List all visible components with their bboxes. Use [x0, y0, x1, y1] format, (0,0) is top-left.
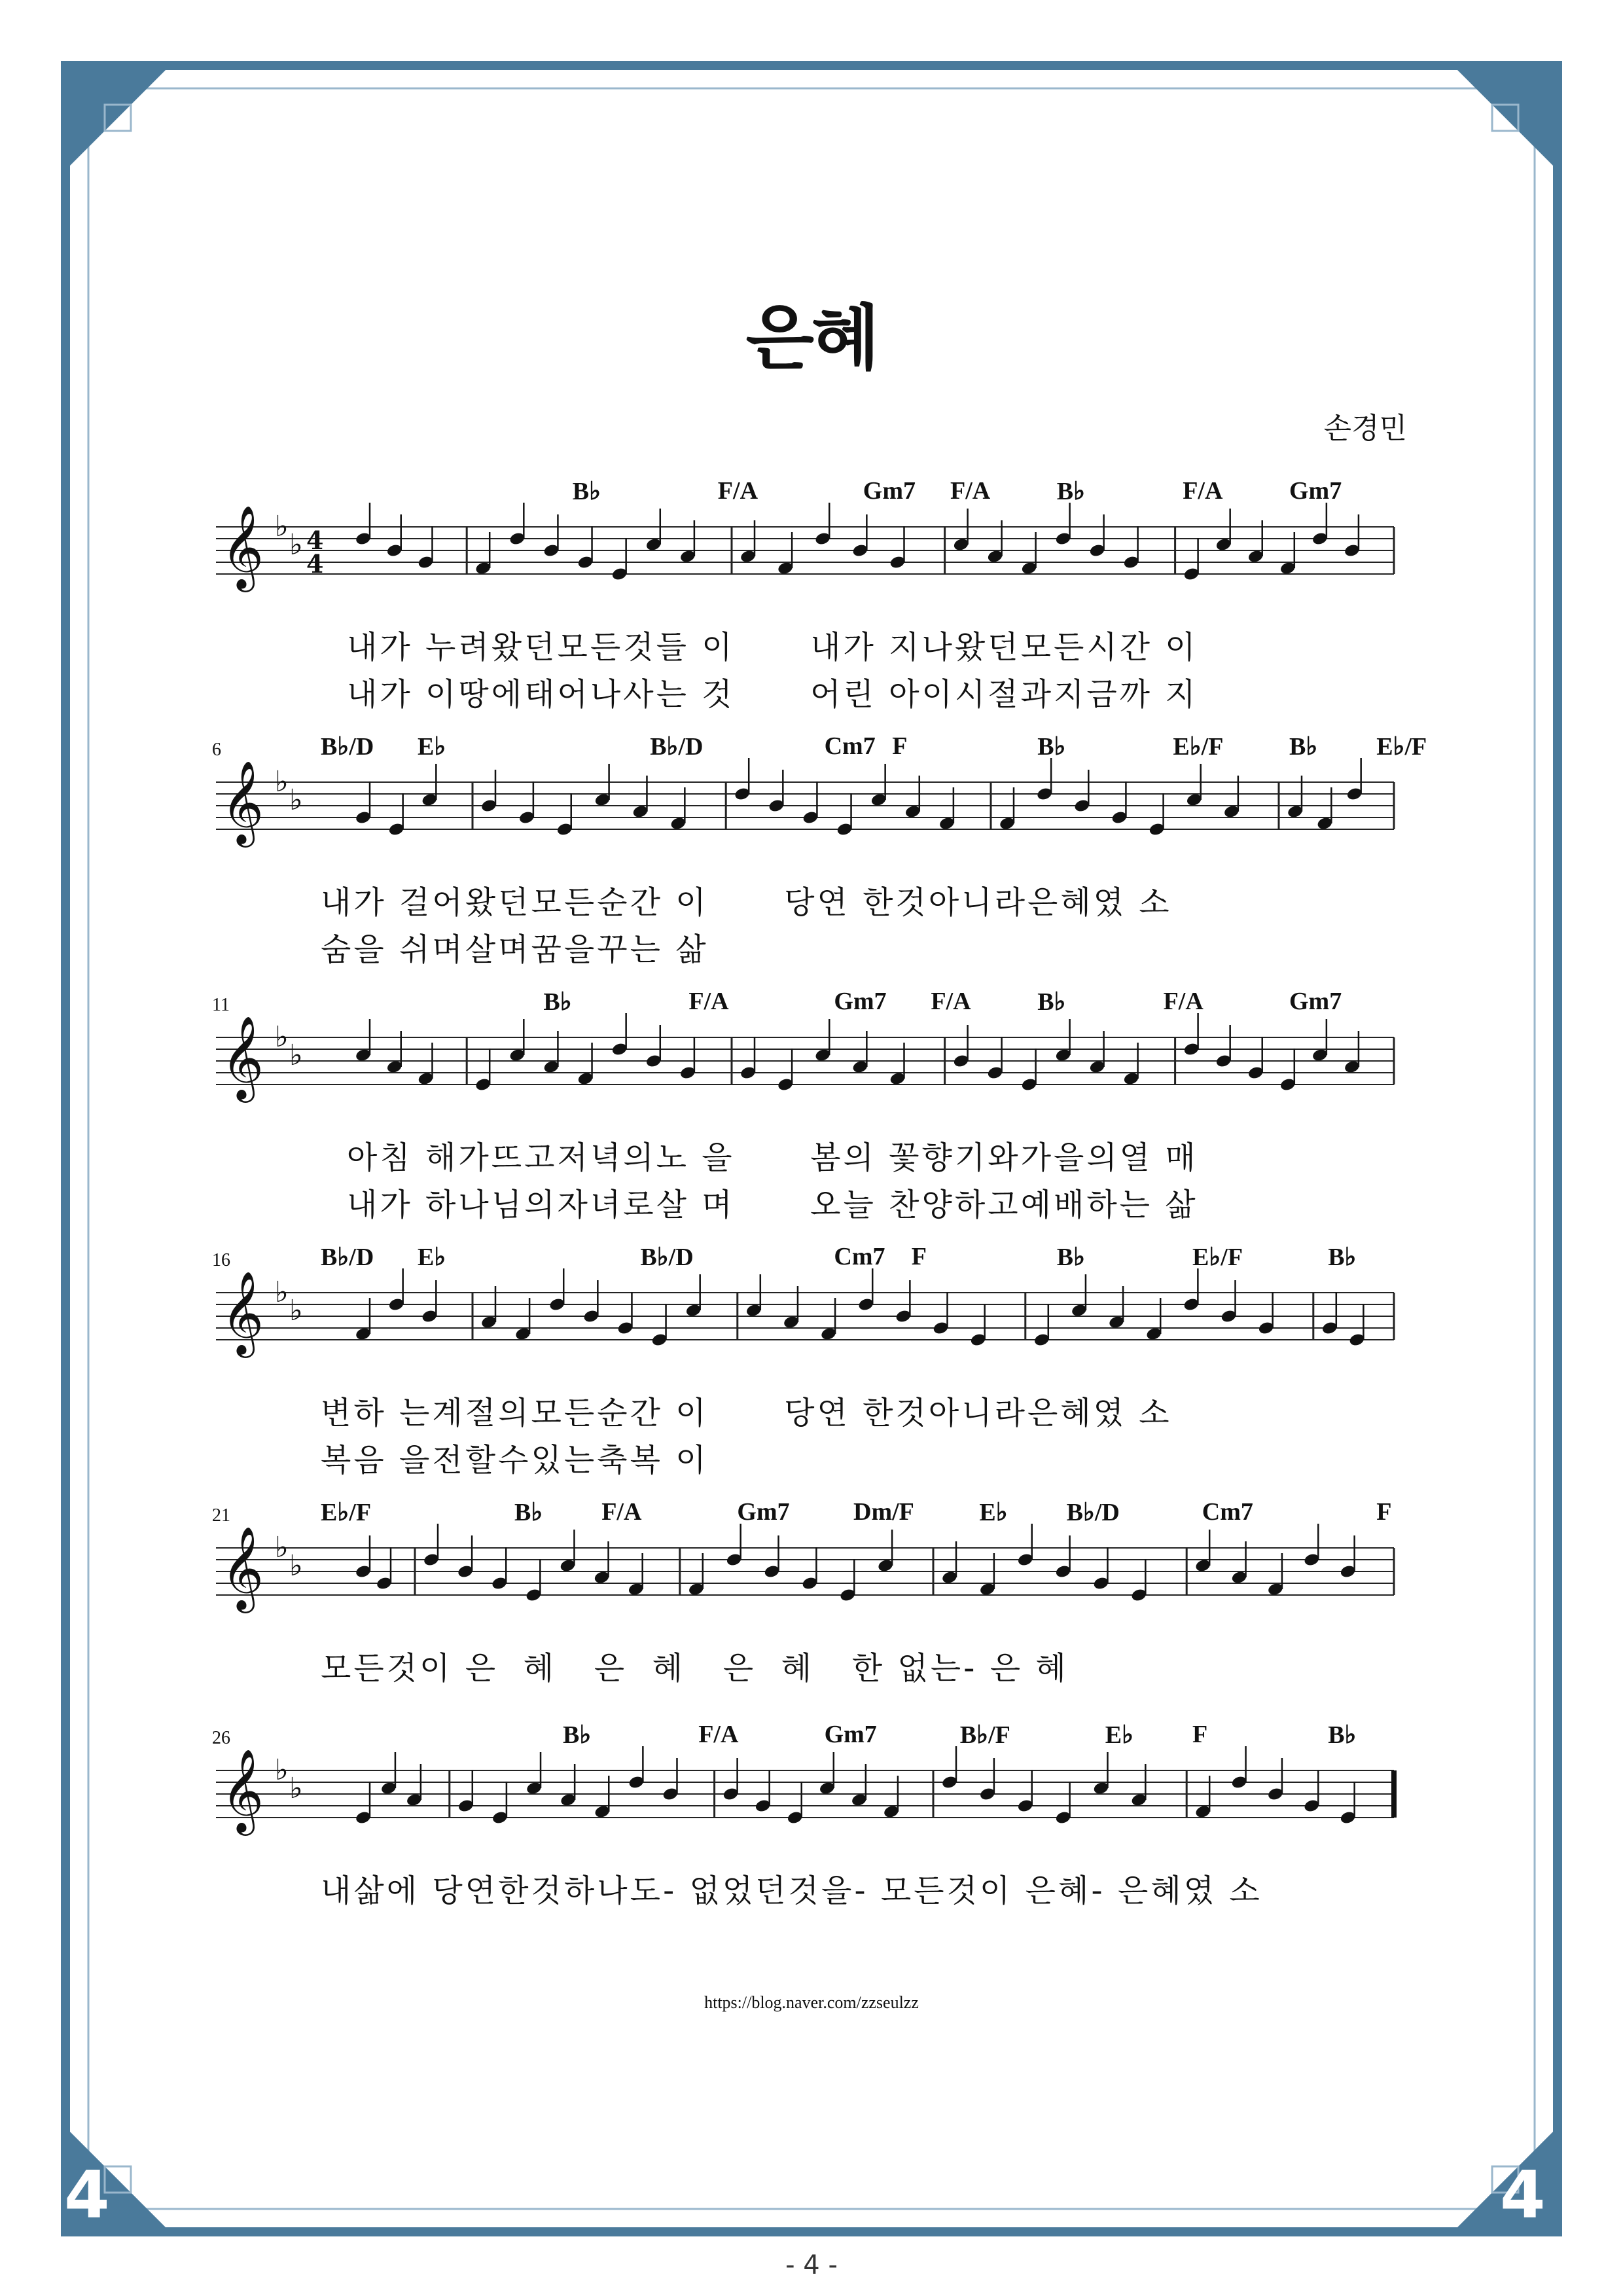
chord-symbol: F	[911, 1243, 927, 1270]
chord-symbol: F/A	[950, 477, 991, 505]
corner-number-left: 4	[64, 2157, 110, 2233]
chord-symbol: E♭/F	[1192, 1244, 1243, 1271]
chord-symbol: F/A	[717, 477, 758, 505]
chord-symbol: B♭	[1056, 478, 1086, 505]
music-system	[212, 726, 1427, 968]
chord-symbol: F/A	[698, 1721, 739, 1748]
chord-symbol: E♭/F	[1173, 733, 1224, 761]
lyric-line: 내가 하나님의자녀로살 며 오늘 찬양하고예배하는 삶	[347, 1187, 1198, 1223]
lyric-line: 모든것이 은 혜 은 혜 은 혜 한 없는- 은 혜	[321, 1650, 1069, 1687]
chord-symbol: B♭	[1056, 1244, 1086, 1271]
song-title: 은혜	[745, 298, 878, 380]
chord-symbol: B♭	[543, 988, 572, 1016]
chord-symbol: Cm7	[824, 732, 876, 760]
chord-symbol: Gm7	[1289, 477, 1342, 505]
lyric-line: 아침 해가뜨고저녁의노 을 봄의 꽃향기와가을의열 매	[347, 1139, 1198, 1176]
measure-number: 21	[212, 1505, 230, 1526]
measure-number: 26	[212, 1728, 230, 1748]
composer: 손경민	[1323, 412, 1407, 445]
chord-symbol: Gm7	[834, 988, 887, 1015]
lyric-line: 내삶에 당연한것하나도- 없었던것을- 모든것이 은혜- 은혜였 소	[321, 1873, 1262, 1909]
lyric-line: 내가 이땅에태어나사는 것 어린 아이시절과지금까 지	[347, 676, 1198, 713]
chord-symbol: B♭	[563, 1721, 592, 1749]
treble-clef-icon: 𝄞	[221, 505, 264, 588]
lyric-line: 변하 는계절의모든순간 이 당연 한것아니라은혜였 소	[321, 1395, 1172, 1431]
chord-symbol: Gm7	[737, 1498, 790, 1526]
chord-symbol: B♭	[514, 1499, 543, 1526]
treble-clef-icon: 𝄞	[221, 1270, 264, 1354]
flat-icon: ♭	[289, 1039, 303, 1072]
chord-symbol: B♭	[1037, 988, 1066, 1016]
time-signature: 4	[306, 549, 324, 579]
flat-icon: ♭	[275, 1531, 289, 1564]
music-system	[212, 1492, 1407, 1702]
blog-url: https://blog.naver.com/zzseulzz	[704, 1993, 919, 2012]
chord-symbol: B♭/D	[650, 733, 704, 761]
chord-symbol: B♭	[572, 478, 601, 505]
flat-icon: ♭	[289, 1294, 303, 1327]
flat-icon: ♭	[275, 765, 289, 798]
chord-symbol: Gm7	[1289, 988, 1342, 1015]
corner-number-right: 4	[1500, 2157, 1546, 2233]
flat-icon: ♭	[275, 1753, 289, 1787]
flat-icon: ♭	[289, 1772, 303, 1805]
chord-symbol: Gm7	[824, 1721, 877, 1748]
measure-number: 16	[212, 1250, 230, 1270]
lyric-line: 내가 걸어왔던모든순간 이 당연 한것아니라은혜였 소	[321, 884, 1172, 921]
measure-number: 11	[212, 995, 230, 1015]
lyric-line: 숨을 쉬며살며꿈을꾸는 삶	[321, 931, 709, 968]
chord-symbol: B♭/F	[959, 1721, 1010, 1749]
music-system	[212, 1715, 1407, 1924]
lyric-line: 복음 을전할수있는축복 이	[321, 1442, 709, 1479]
chord-symbol: B♭/D	[321, 733, 374, 761]
chord-symbol: E♭/F	[1376, 733, 1427, 761]
time-signature: 4	[306, 526, 324, 555]
flat-icon: ♭	[289, 528, 303, 562]
chord-symbol: E♭	[418, 1244, 446, 1271]
flat-icon: ♭	[289, 1549, 303, 1583]
flat-icon: ♭	[275, 510, 289, 543]
chord-symbol: Cm7	[1202, 1498, 1253, 1526]
chord-symbol: F/A	[931, 988, 971, 1015]
chord-symbol: B♭	[1289, 733, 1318, 761]
chord-symbol: E♭	[979, 1499, 1008, 1526]
chord-symbol: B♭	[1328, 1244, 1357, 1271]
chord-symbol: Gm7	[863, 477, 916, 505]
chord-symbol: F	[892, 732, 908, 760]
flat-icon: ♭	[275, 1020, 289, 1054]
chord-symbol: F	[1376, 1498, 1392, 1526]
measure-number: 6	[212, 740, 221, 760]
flat-icon: ♭	[275, 1276, 289, 1309]
lyric-line: 내가 누려왔던모든것들 이 내가 지나왔던모든시간 이	[347, 629, 1198, 666]
music-system	[216, 471, 1407, 713]
chord-symbol: F	[1192, 1721, 1208, 1748]
page-number: - 4 -	[785, 2250, 838, 2280]
chord-symbol: E♭	[1105, 1721, 1134, 1749]
treble-clef-icon: 𝄞	[221, 1015, 264, 1099]
music-system	[212, 1237, 1407, 1479]
chord-symbol: Dm/F	[853, 1498, 914, 1526]
chord-symbol: Cm7	[834, 1243, 885, 1270]
treble-clef-icon: 𝄞	[221, 760, 264, 844]
music-system	[212, 982, 1407, 1223]
final-barline	[1391, 1770, 1397, 1818]
chord-symbol: B♭	[1037, 733, 1066, 761]
treble-clef-icon: 𝄞	[221, 1526, 264, 1609]
chord-symbol: F/A	[1183, 477, 1223, 505]
chord-symbol: F/A	[601, 1498, 642, 1526]
chord-symbol: B♭	[1328, 1721, 1357, 1749]
chord-symbol: B♭/D	[1066, 1499, 1120, 1526]
flat-icon: ♭	[289, 783, 303, 817]
chord-symbol: B♭/D	[640, 1244, 694, 1271]
chord-symbol: F/A	[1163, 988, 1204, 1015]
treble-clef-icon: 𝄞	[221, 1748, 264, 1832]
chord-symbol: E♭/F	[321, 1499, 372, 1526]
chord-symbol: E♭	[418, 733, 446, 761]
chord-symbol: B♭/D	[321, 1244, 374, 1271]
chord-symbol: F/A	[688, 988, 729, 1015]
